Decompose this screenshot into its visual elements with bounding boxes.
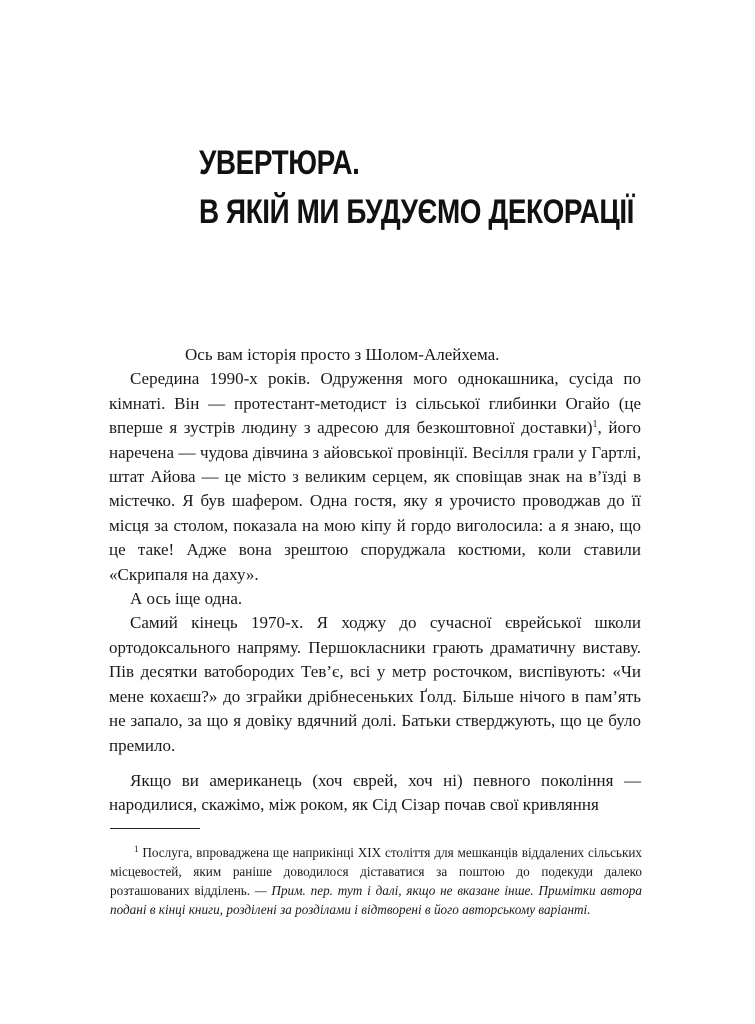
paragraph-3: А ось іще одна. [130, 589, 243, 609]
paragraph-2-text-b: , його наречена — чудова дівчина з айовської провінції. Весілля грали у Гартлі, штат Айова — це місто з великим серцем, як сповіщав знак на в’їзді в містечко. Я був шафером. Одна гостя, яку я урочисто проводжав до її місця за столом, показала на мою кіпу й гордо виголосила: а я знаю, що це таке! Адже вона зрештою споруджала костюми, коли ставили «Скрипаля на даху». [109, 418, 642, 584]
footnote-divider [110, 828, 200, 829]
chapter-title-line-2: В ЯКІЙ МИ БУДУЄМО ДЕКОРАЦІЇ [199, 192, 634, 231]
paragraph-1: Ось вам історія просто з Шолом-Алейхема. [185, 345, 500, 364]
footnote-text [110, 843, 642, 919]
chapter-title [199, 139, 729, 237]
footnote-translator-note: — Прим. пер. тут і далі, якщо не вказане інше. Примітки автора подані в кінці книги, розділені за розділами і відтворені в його авторському варіанті. [110, 883, 642, 917]
paragraph-4: Самий кінець 1970-х. Я ходжу до сучасної єврейської школи ортодоксального напряму. Першокласники грають драматичну виставу. Пів десятки ватобородих Тев’є, всі у метр росточком, виспівують: «Чи мене кохаєш?» до зграйки дрібнесеньких Ґолд. Більше нічого в пам’ять не запало, за що я довіку вдячний долі. Батьки стверджують, що це було премило. [109, 613, 641, 755]
footnote-mark: 1 [134, 844, 139, 854]
paragraph-2-text-a: Середина 1990-х років. Одруження мого однокашника, сусіда по кімнаті. Він — протестант-методист із сільської глибинки Огайо (це вперше я зустрів людину з адресою для безкоштовної доставки) [109, 369, 641, 438]
paragraph-2 [109, 367, 641, 587]
footnote-reference[interactable]: 1 [592, 419, 598, 431]
footnote [110, 843, 642, 919]
footnote-body: Послуга, впроваджена ще наприкінці XIX століття для мешканців віддалених сільських місцевостей, яким раніше доводилося діставатися за поштою до подекуди далеко розташованих відділень. [110, 845, 643, 898]
chapter-title-line-1: УВЕРТЮРА. [199, 143, 360, 182]
chapter-body [109, 343, 641, 818]
paragraph-5: Якщо ви американець (хоч єврей, хоч ні) певного покоління — народилися, скажімо, між роком, як Сід Сізар почав свої кривляння [109, 770, 641, 815]
